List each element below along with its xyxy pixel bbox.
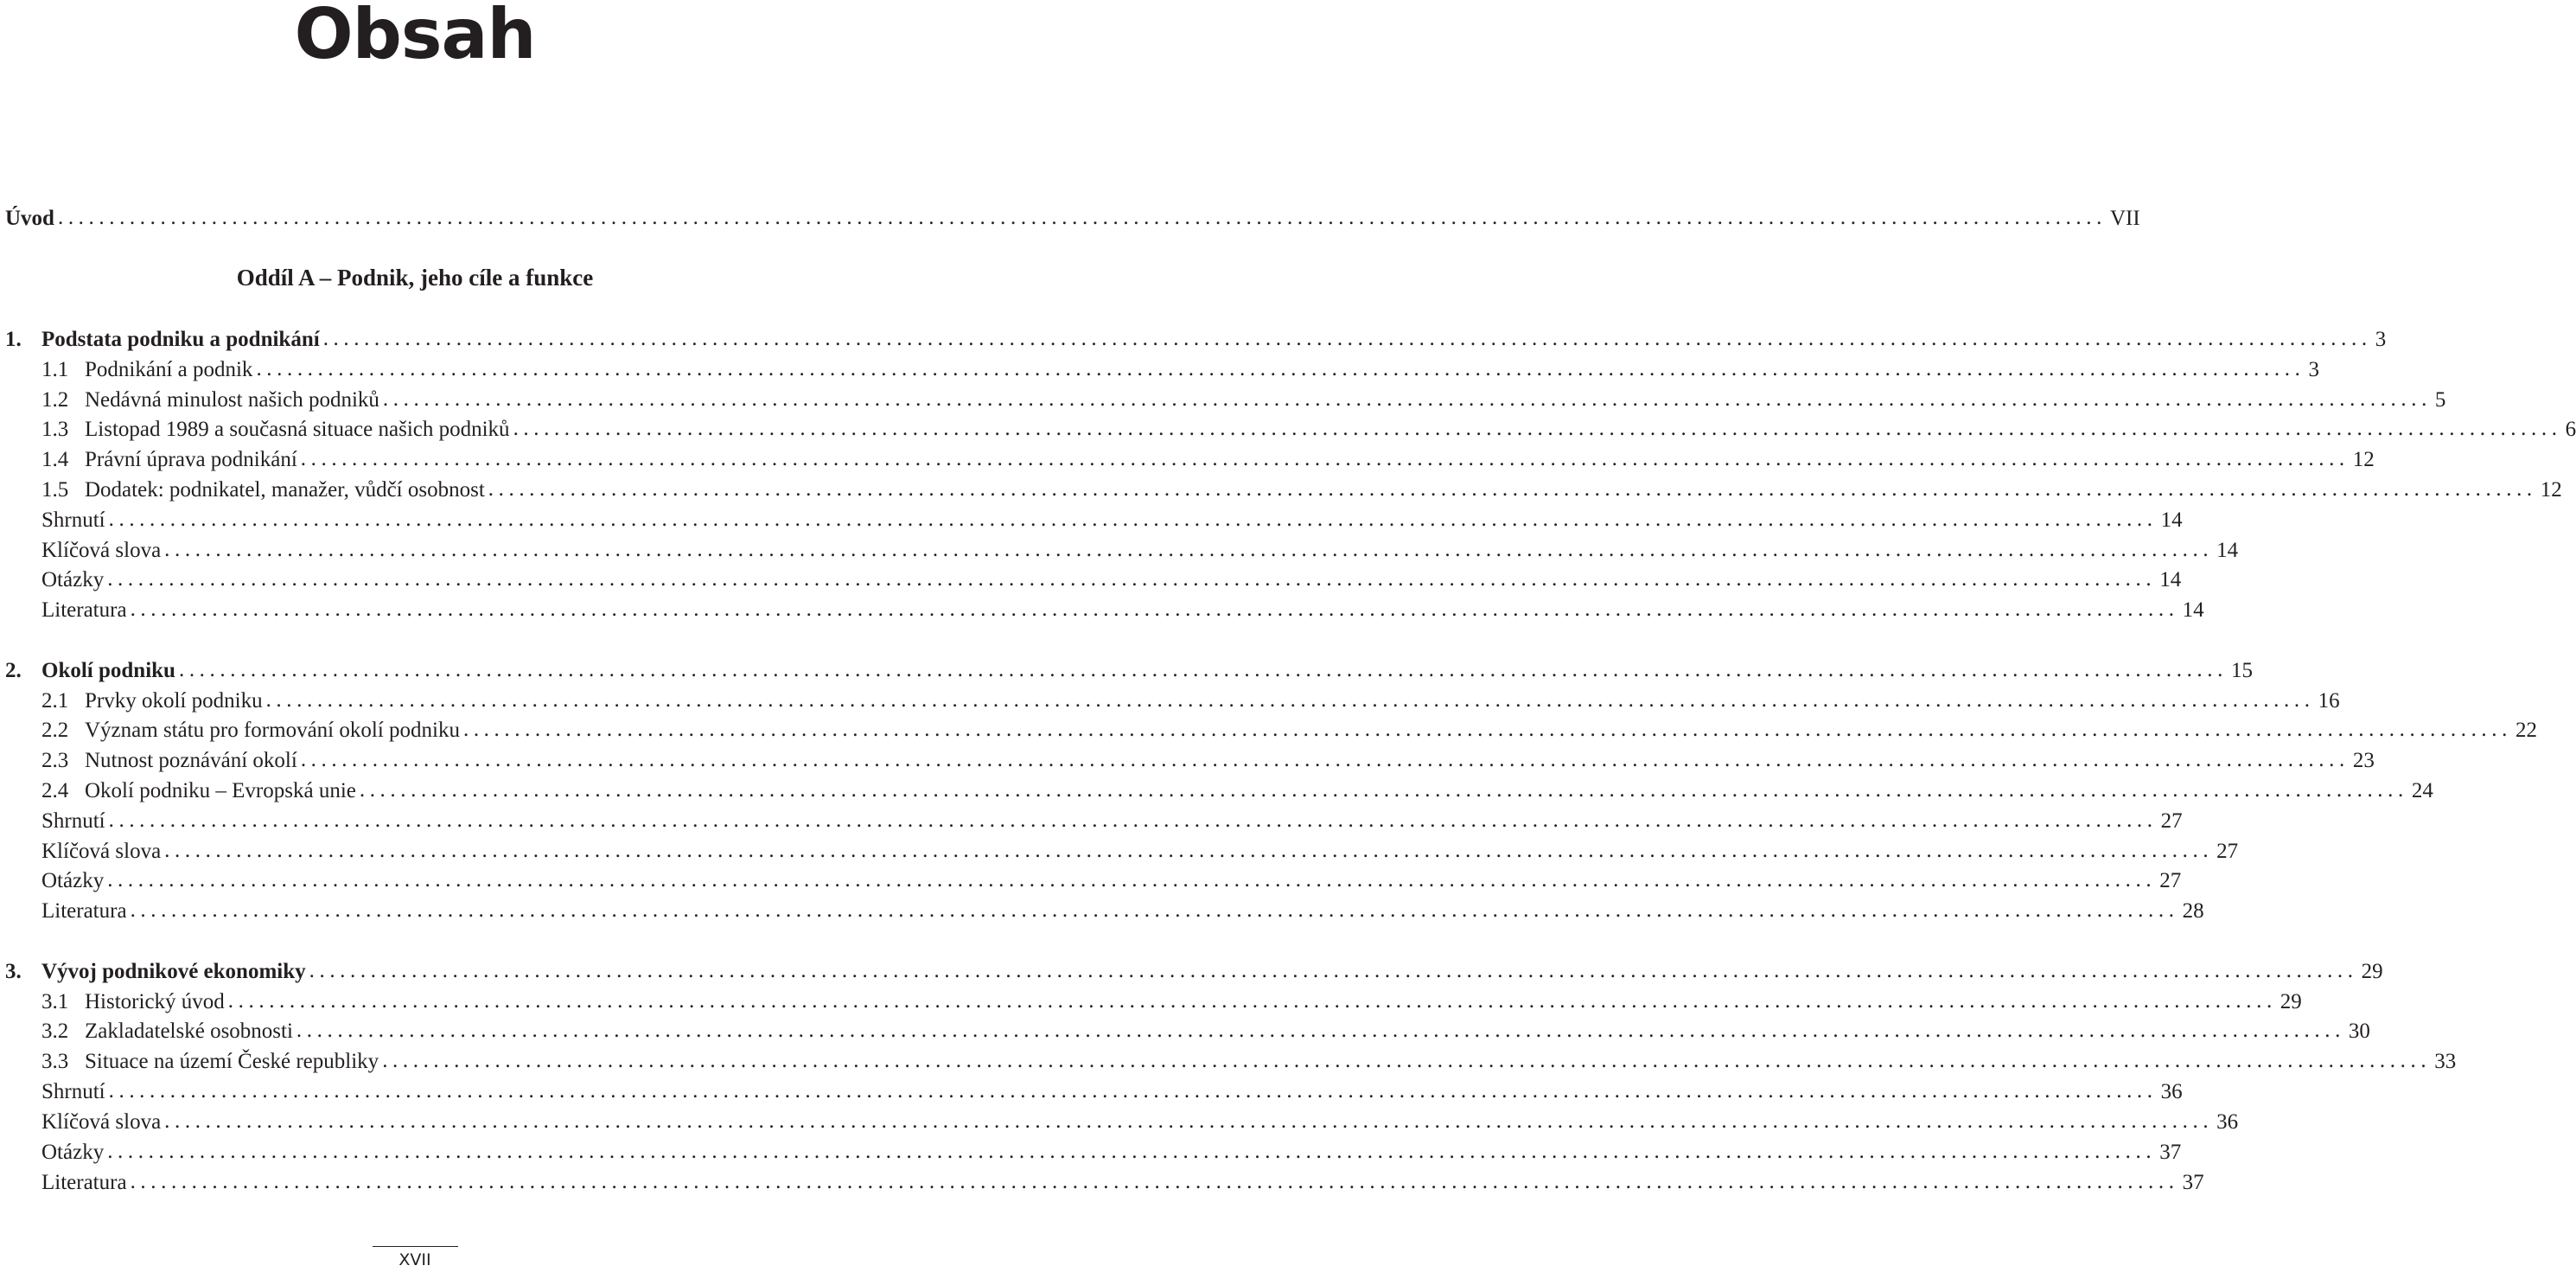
toc-chapter[interactable] [5,325,2387,355]
toc-entry-questions[interactable] [41,1138,2182,1167]
toc-entry-intro[interactable] [5,204,2140,233]
entry-page: 14 [2160,508,2183,532]
dot-leader: ........................................................................................................................................................................................................ [107,1140,2157,1163]
entry-page: 5 [2434,388,2446,412]
dot-leader: ........................................................................................................................................................................................................ [130,598,2179,621]
entry-number: 1.5 [41,478,69,502]
dot-leader: ........................................................................................................................................................................................................ [296,1019,2345,1042]
entry-page: 14 [2182,598,2204,622]
toc-entry-literature[interactable] [41,897,2204,926]
entry-page: 28 [2182,899,2204,923]
dot-leader: ........................................................................................................................................................................................................ [164,839,2214,862]
toc-entry[interactable] [41,415,2576,444]
entry-page: 12 [2352,448,2375,471]
entry-number: 1.4 [41,448,69,471]
dot-leader: ........................................................................................................................................................................................................ [130,898,2179,922]
entry-number: 2.1 [41,689,69,713]
toc-entry[interactable] [41,988,2302,1017]
toc-entry-questions[interactable] [41,866,2182,896]
dot-leader: ........................................................................................................................................................................................................ [164,538,2214,561]
entry-title: Právní úprava podnikání [85,448,297,471]
dot-leader: ........................................................................................................................................................................................................ [164,1109,2214,1133]
dot-leader: ........................................................................................................................................................................................................ [300,447,2350,470]
entry-title: Podnikání a podnik [85,358,253,381]
toc-entry-summary[interactable] [41,1077,2183,1107]
entry-page: 3 [2308,358,2319,381]
entry-title: Zakladatelské osobnosti [85,1020,293,1043]
dot-leader: ........................................................................................................................................................................................................ [57,206,2107,229]
dot-leader: ........................................................................................................................................................................................................ [462,718,2512,741]
dot-leader: ........................................................................................................................................................................................................ [382,1049,2432,1072]
toc-entry[interactable] [41,687,2340,716]
dot-leader: ........................................................................................................................................................................................................ [107,567,2157,591]
entry-title: Prvky okolí podniku [85,689,263,713]
dot-leader: ........................................................................................................................................................................................................ [108,1079,2158,1103]
entry-number: 2.4 [41,779,69,802]
entry-title: Historický úvod [85,990,225,1013]
toc-entry-keywords[interactable] [41,1108,2239,1137]
entry-title: Shrnutí [41,1080,105,1103]
toc-entry-keywords[interactable] [41,536,2239,566]
entry-page: 16 [2318,689,2340,713]
entry-number: 3.1 [41,990,69,1013]
toc-entry[interactable] [41,355,2319,385]
toc-entry-summary[interactable] [41,506,2183,535]
entry-number: 1.1 [41,358,69,381]
chapter-page: 15 [2230,659,2253,682]
entry-title: Literatura [41,899,127,923]
footer-rule [373,1246,458,1247]
chapter-title: Okolí podniku [41,659,175,682]
dot-leader: ........................................................................................................................................................................................................ [108,809,2158,832]
entry-page: 23 [2352,749,2375,772]
entry-title: Shrnutí [41,508,105,532]
toc-entry[interactable] [41,476,2562,505]
toc-entry-keywords[interactable] [41,837,2239,866]
entry-title: Literatura [41,1171,127,1194]
entry-page: 22 [2515,719,2537,742]
toc-entry[interactable] [41,445,2375,475]
chapter-number: 1. [5,328,22,351]
toc-entry-literature[interactable] [41,596,2204,625]
entry-number: 1.2 [41,388,69,412]
entry-title: Listopad 1989 a současná situace našich podniků [85,418,510,441]
toc-entry-label: Úvod [5,207,54,230]
entry-title: Literatura [41,598,127,622]
entry-page: 29 [2280,990,2302,1013]
entry-number: 3.2 [41,1020,69,1043]
page-number: XVII [399,1250,431,1269]
entry-title: Nedávná minulost našich podniků [85,388,379,412]
chapter-number: 3. [5,960,22,983]
entry-title: Nutnost poznávání okolí [85,749,297,772]
toc-entry-literature[interactable] [41,1168,2204,1198]
dot-leader: ........................................................................................................................................................................................................ [227,989,2277,1013]
entry-page: 27 [2216,840,2239,863]
entry-title: Význam státu pro formování okolí podniku [85,719,460,742]
chapter-page: 29 [2361,960,2383,983]
dot-leader: ........................................................................................................................................................................................................ [130,1170,2179,1193]
toc-entry[interactable] [41,777,2433,806]
chapter-title: Podstata podniku a podnikání [41,328,320,351]
toc-entry[interactable] [41,746,2375,776]
entry-number: 1.3 [41,418,69,441]
toc-entry[interactable] [41,1047,2457,1077]
page-title: Obsah [294,0,536,74]
entry-page: 14 [2159,568,2182,591]
entry-title: Situace na území České republiky [85,1050,379,1073]
entry-page: 27 [2160,809,2183,833]
entry-number: 2.2 [41,719,69,742]
chapter-title: Vývoj podnikové ekonomiky [41,960,306,983]
toc-entry[interactable] [41,1017,2370,1046]
toc-entry-questions[interactable] [41,566,2182,595]
toc-entry[interactable] [41,386,2446,415]
entry-page: 12 [2540,478,2562,502]
toc-entry-page: VII [2109,207,2140,230]
entry-page: 37 [2159,1141,2182,1164]
entry-page: 36 [2216,1110,2239,1134]
entry-page: 36 [2160,1080,2183,1103]
toc-chapter[interactable] [5,656,2253,686]
dot-leader: ........................................................................................................................................................................................................ [382,387,2432,411]
entry-title: Klíčová slova [41,539,162,562]
dot-leader: ........................................................................................................................................................................................................ [108,508,2158,531]
dot-leader: ........................................................................................................................................................................................................ [107,868,2157,892]
chapter-page: 3 [2375,328,2387,351]
entry-title: Otázky [41,1141,105,1164]
entry-title: Dodatek: podnikatel, manažer, vůdčí osobnost [85,478,485,502]
dot-leader: ........................................................................................................................................................................................................ [256,357,2305,380]
entry-page: 14 [2216,539,2239,562]
dot-leader: ........................................................................................................................................................................................................ [265,688,2315,712]
dot-leader: ........................................................................................................................................................................................................ [513,417,2562,440]
dot-leader: ........................................................................................................................................................................................................ [178,658,2228,681]
entry-title: Otázky [41,869,105,892]
entry-page: 27 [2159,869,2182,892]
entry-title: Otázky [41,568,105,591]
entry-page: 6 [2565,418,2576,441]
dot-leader: ........................................................................................................................................................................................................ [300,748,2350,771]
toc-chapter[interactable] [5,957,2383,987]
dot-leader: ........................................................................................................................................................................................................ [309,959,2358,982]
section-heading: Oddíl A – Podnik, jeho cíle a funkce [236,265,594,291]
entry-title: Klíčová slova [41,1110,162,1134]
toc-entry[interactable] [41,716,2537,745]
dot-leader: ........................................................................................................................................................................................................ [359,778,2408,802]
entry-page: 30 [2348,1020,2370,1043]
entry-title: Klíčová slova [41,840,162,863]
chapter-number: 2. [5,659,22,682]
entry-number: 3.3 [41,1050,69,1073]
entry-page: 37 [2182,1171,2204,1194]
toc-entry-summary[interactable] [41,807,2183,836]
dot-leader: ........................................................................................................................................................................................................ [322,327,2372,350]
dot-leader: ........................................................................................................................................................................................................ [488,477,2537,501]
entry-number: 2.3 [41,749,69,772]
entry-title: Okolí podniku – Evropská unie [85,779,356,802]
entry-page: 24 [2411,779,2433,802]
entry-title: Shrnutí [41,809,105,833]
entry-page: 33 [2434,1050,2457,1073]
